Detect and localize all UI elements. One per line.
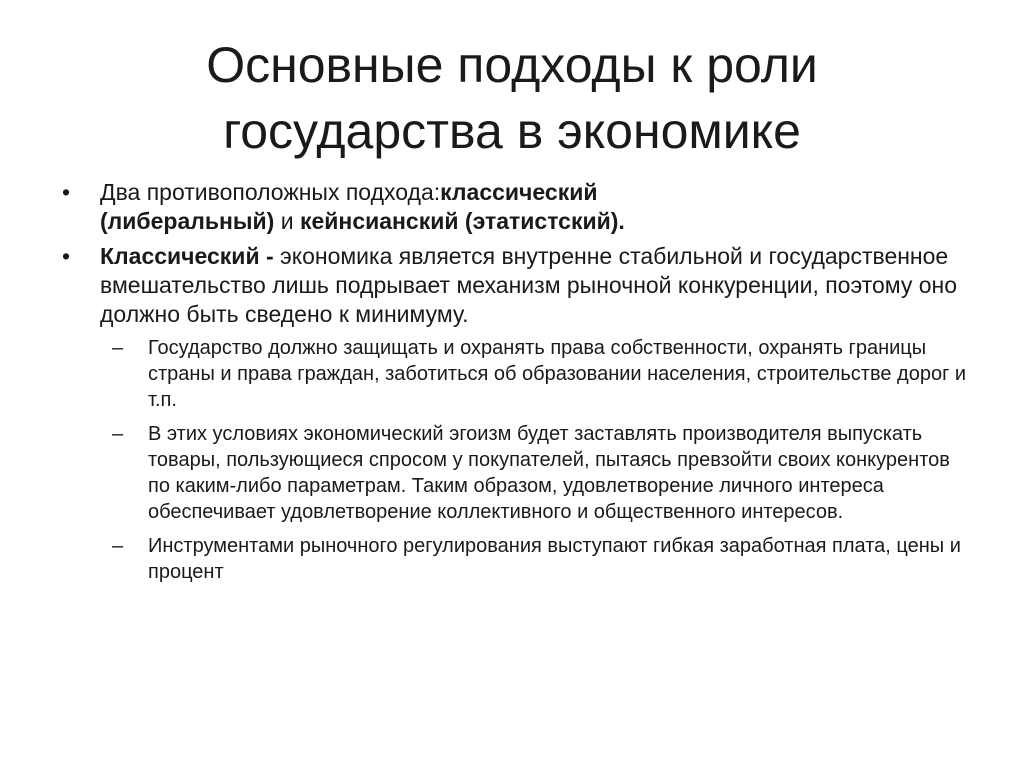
sub-text: В этих условиях экономический эгоизм будет заставлять производителя выпускать товары, пользующиеся спросом у покупателей, пытаясь превзойти своих конкурентов по каким-либо параметрам. Таким образом, удовлетворение личного интереса обеспечивает удовлетворение коллективного и общественного интересов.: [148, 423, 950, 523]
sub-item-instruments: [62, 533, 972, 585]
bullet-bold-liberal: (либеральный): [100, 208, 275, 234]
bullet-bold-classical: классический: [440, 179, 598, 205]
sub-marker: –: [112, 337, 124, 359]
bullet-bold-label: Классический -: [100, 243, 281, 269]
title-line-2: государства в экономике: [223, 103, 801, 159]
bullet-bold-keynesian: кейнсианский (этатистский).: [299, 208, 625, 234]
bullet-text: экономика является внутренне стабильной и государственное вмешательство лишь подрывает механизм рыночной конкуренции, поэтому оно должно быть сведено к минимуму.: [100, 243, 958, 327]
bullet-text-prefix: Два противоположных подхода:: [100, 179, 441, 205]
sub-text: Инструментами рыночного регулирования выступают гибкая заработная плата, цены и процент: [148, 535, 961, 583]
sub-text: Государство должно защищать и охранять права собственности, охранять границы страны и права граждан, заботиться об образовании населения, строительстве дорог и т.п.: [148, 337, 967, 411]
slide-title: [60, 32, 964, 164]
sub-marker: –: [112, 423, 124, 445]
title-line-1: Основные подходы к роли: [206, 37, 818, 93]
bullet-marker: •: [62, 243, 71, 269]
sub-item-egoism: [62, 421, 972, 525]
bullet-text-and: и: [274, 208, 300, 234]
bullet-item-classical: [62, 242, 972, 329]
sub-marker: –: [112, 535, 124, 557]
bullet-item-approaches: [62, 178, 972, 236]
sub-item-state-duties: [62, 335, 972, 413]
bullet-marker: •: [62, 179, 71, 205]
slide-body: [62, 178, 972, 593]
